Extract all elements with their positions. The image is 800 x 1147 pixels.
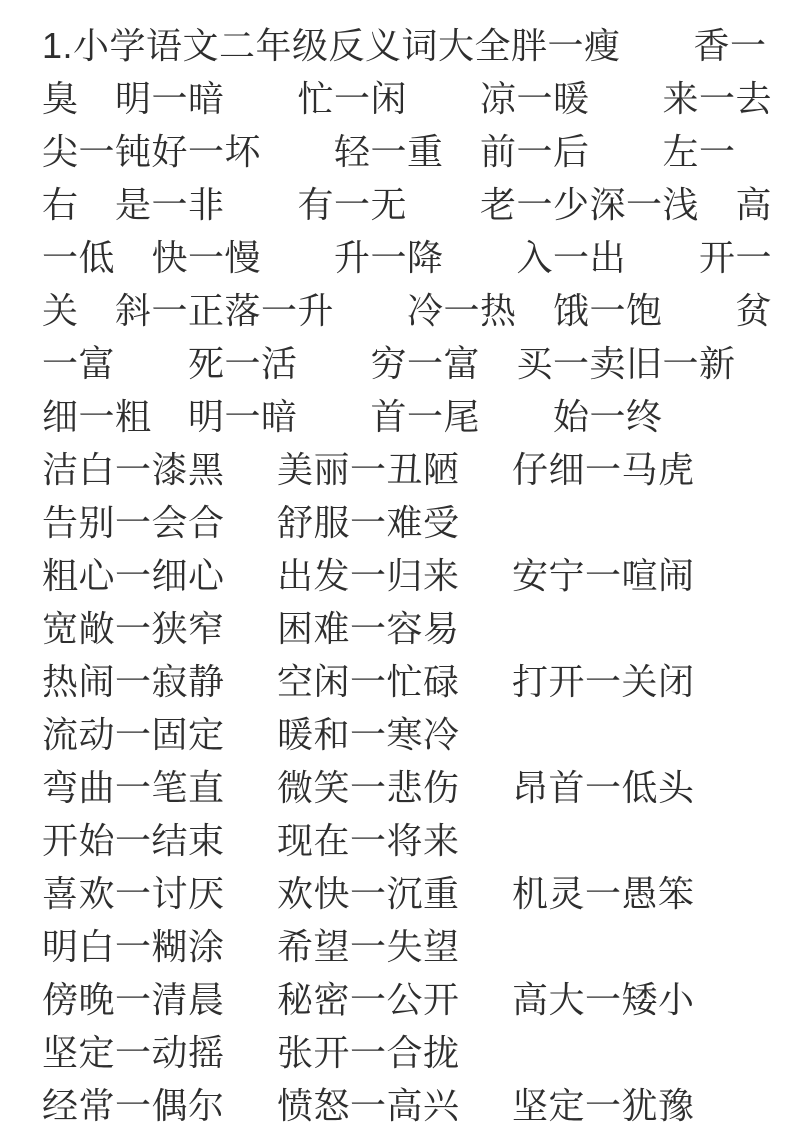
antonym-pair: 傍晚一清晨 (42, 979, 225, 1020)
antonym-pair: 秘密一公开 (277, 979, 460, 1020)
antonym-pair-row (42, 814, 790, 867)
antonym-pair: 坚定一动摇 (42, 1032, 225, 1073)
antonym-pair: 打开一关闭 (512, 661, 695, 702)
antonym-pair-row (42, 920, 790, 973)
antonym-pair-row (42, 761, 790, 814)
antonym-pair: 美丽一丑陋 (277, 449, 460, 490)
antonym-pair: 高大一矮小 (512, 979, 695, 1020)
antonym-pair: 经常一偶尔 (42, 1085, 225, 1126)
antonym-pair: 空闲一忙碌 (277, 661, 460, 702)
antonym-pair: 困难一容易 (277, 608, 460, 649)
text-line: 臭 明一暗 忙一闲 凉一暖 来一去 (42, 78, 773, 119)
antonym-pair: 愤怒一高兴 (277, 1085, 460, 1126)
antonym-pair: 开始一结束 (42, 820, 225, 861)
antonym-pair-row (42, 1079, 790, 1132)
antonym-pair: 希望一失望 (277, 926, 460, 967)
antonym-pair: 流动一固定 (42, 714, 225, 755)
text-line: 细一粗 明一暗 首一尾 始一终 (42, 396, 663, 437)
antonym-pair: 洁白一漆黑 (42, 449, 225, 490)
antonym-pair: 弯曲一笔直 (42, 767, 225, 808)
intro-text-block (42, 19, 790, 443)
antonym-pair-row (42, 1026, 790, 1079)
antonym-pair: 喜欢一讨厌 (42, 873, 225, 914)
antonym-pair: 出发一归来 (277, 555, 460, 596)
antonym-pair: 现在一将来 (277, 820, 460, 861)
text-line: 一富 死一活 穷一富 买一卖旧一新 (42, 343, 736, 384)
antonym-pair: 机灵一愚笨 (512, 873, 695, 914)
antonym-pair-row (42, 443, 790, 496)
antonym-pair: 粗心一细心 (42, 555, 225, 596)
antonym-pair-row (42, 867, 790, 920)
antonym-pair: 暖和一寒冷 (277, 714, 460, 755)
antonym-pair-row (42, 973, 790, 1026)
antonym-pair-row (42, 708, 790, 761)
antonym-pairs-block (42, 443, 790, 1132)
antonym-pair: 舒服一难受 (277, 502, 460, 543)
antonym-pair-row (42, 655, 790, 708)
text-line: 右 是一非 有一无 老一少深一浅 高 (42, 184, 773, 225)
antonym-pair-row (42, 602, 790, 655)
antonym-pair: 明白一糊涂 (42, 926, 225, 967)
antonym-pair: 张开一合拢 (277, 1032, 460, 1073)
text-line: 1.小学语文二年级反义词大全胖一瘦 香一 (42, 25, 767, 66)
text-line: 关 斜一正落一升 冷一热 饿一饱 贫 (42, 290, 773, 331)
text-line: 一低 快一慢 升一降 入一出 开一 (42, 237, 773, 278)
antonym-pair: 告别一会合 (42, 502, 225, 543)
antonym-pair-row (42, 549, 790, 602)
antonym-pair: 安宁一喧闹 (512, 555, 695, 596)
antonym-pair: 欢快一沉重 (277, 873, 460, 914)
text-line: 尖一钝好一坏 轻一重 前一后 左一 (42, 131, 736, 172)
antonym-pair: 热闹一寂静 (42, 661, 225, 702)
antonym-pair: 昂首一低头 (512, 767, 695, 808)
antonym-pair: 宽敞一狭窄 (42, 608, 225, 649)
antonym-pair: 仔细一马虎 (512, 449, 695, 490)
antonym-pair-row (42, 496, 790, 549)
antonym-pair: 坚定一犹豫 (512, 1085, 695, 1126)
antonym-pair: 微笑一悲伤 (277, 767, 460, 808)
